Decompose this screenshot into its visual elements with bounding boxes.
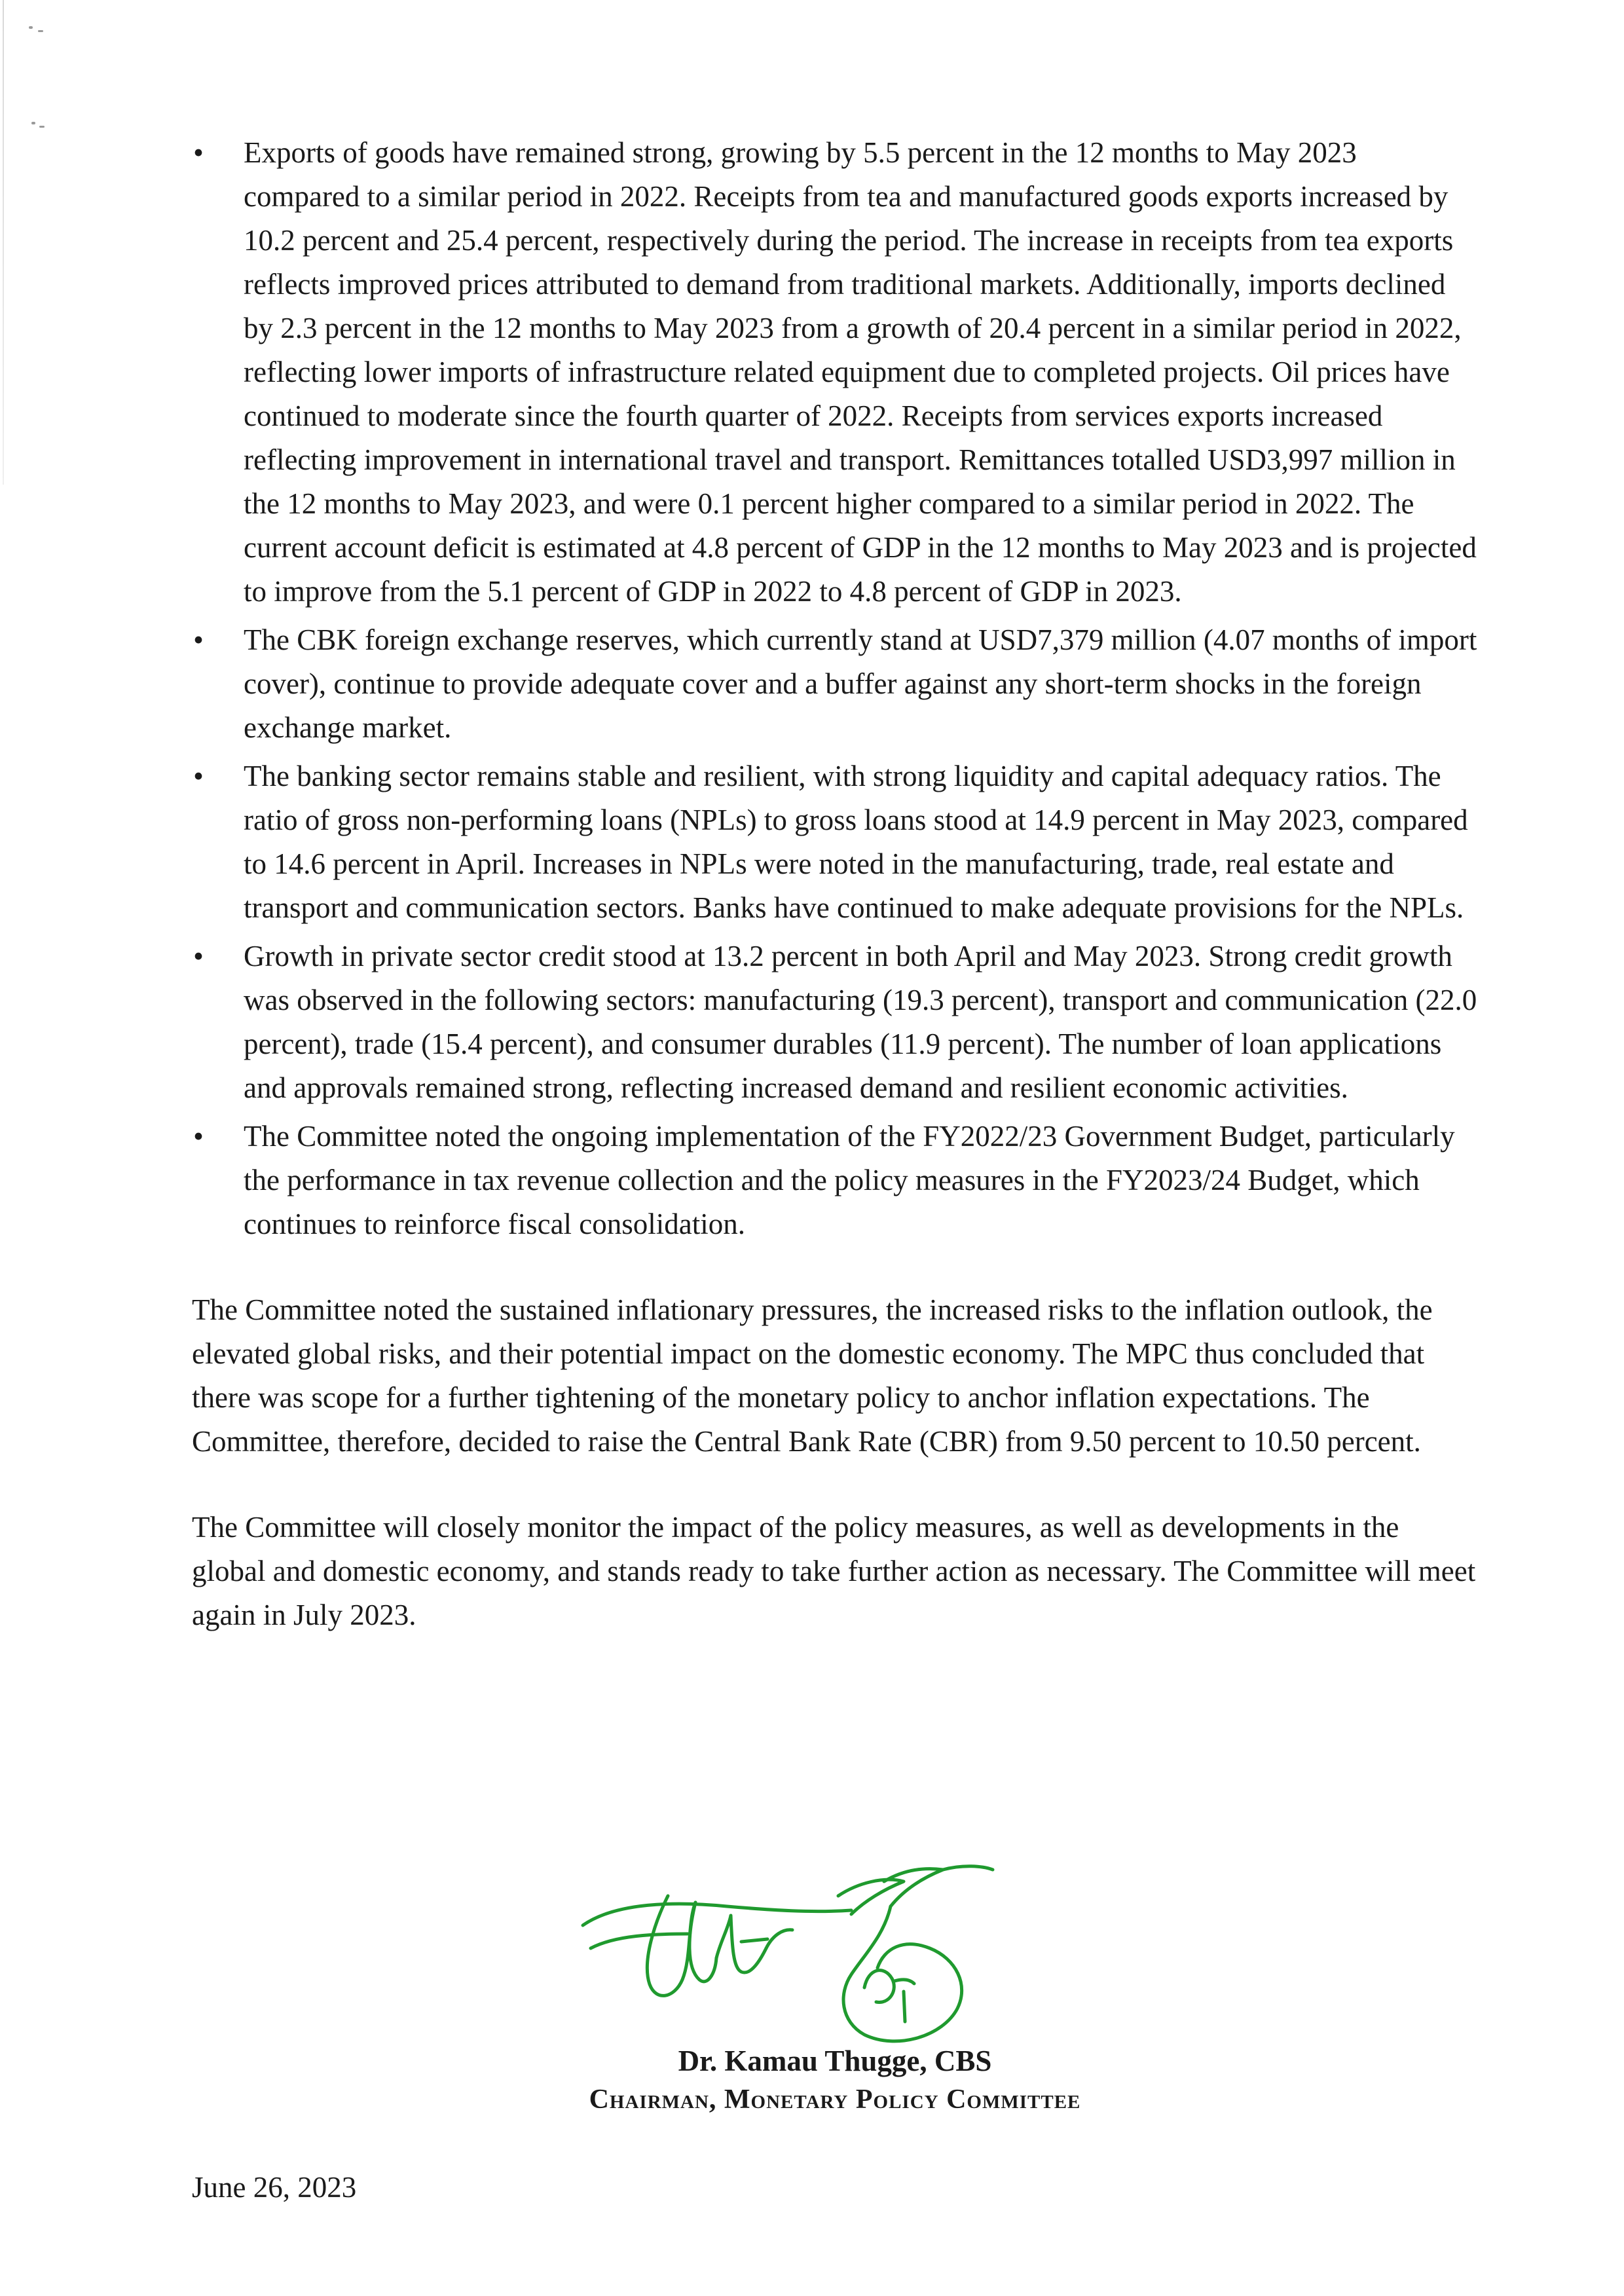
- bullet-text: Exports of goods have remained strong, growing by 5.5 percent in the 12 months to May 2023 compared to a similar period in 2022. Receipts from tea and manufactured goods exports increased by 10.2 percent and 25.4 percent, respectively during the period. The increase in receipts from tea exports reflects improved prices attributed to demand from traditional markets. Additionally, imports declined by 2.3 percent in the 12 months to May 2023 from a growth of 20.4 percent in a similar period in 2022, reflecting lower imports of infrastructure related equipment due to completed projects. Oil prices have continued to moderate since the fourth quarter of 2022. Receipts from services exports increased reflecting improvement in international travel and transport. Remittances totalled USD3,997 million in the 12 months to May 2023, and were 0.1 percent higher compared to a similar period in 2022. The current account deficit is estimated at 4.8 percent of GDP in the 12 months to May 2023 and is projected to improve from the 5.1 percent of GDP in 2022 to 4.8 percent of GDP in 2023.: [244, 136, 1477, 608]
- closing-paragraph: The Committee will closely monitor the impact of the policy measures, as well as developments in the global and domestic economy, and stands ready to take further action as necessary. The Committee will meet again in July 2023.: [192, 1511, 1476, 1631]
- bullet-dot: •: [193, 623, 204, 656]
- bullet-item: [192, 1115, 1479, 1246]
- bullet-item: [192, 618, 1479, 750]
- document-date: June 26, 2023: [192, 2171, 357, 2204]
- bullet-item: [192, 754, 1479, 930]
- bullet-text: The banking sector remains stable and resilient, with strong liquidity and capital adequacy ratios. The ratio of gross non-performing loans (NPLs) to gross loans stood at 14.9 percent in May 2023, compared to 14.6 percent in April. Increases in NPLs were noted in the manufacturing, trade, real estate and transport and communication sectors. Banks have continued to make adequate provisions for the NPLs.: [244, 760, 1468, 924]
- bullet-dot: •: [193, 136, 204, 169]
- bullet-dot: •: [193, 760, 204, 792]
- signatory-title: Chairman, Monetary Policy Committee: [589, 2084, 1081, 2115]
- bullet-item: [192, 935, 1479, 1110]
- policy-decision-paragraph: The Committee noted the sustained inflationary pressures, the increased risks to the inflation outlook, the elevated global risks, and their potential impact on the domestic economy. The MPC thus concluded that there was scope for a further tightening of the monetary policy to anchor inflation expectations. The Committee, therefore, decided to raise the Central Bank Rate (CBR) from 9.50 percent to 10.50 percent.: [192, 1293, 1433, 1458]
- handwritten-signature: [576, 1850, 995, 2053]
- bullet-text: The CBK foreign exchange reserves, which currently stand at USD7,379 million (4.07 months of import cover), continue to provide adequate cover and a buffer against any short-term shocks in the foreign exchange market.: [244, 623, 1477, 744]
- bullet-dot: •: [193, 940, 204, 972]
- scan-mark: [29, 26, 33, 29]
- bullet-text: The Committee noted the ongoing implementation of the FY2022/23 Government Budget, particularly the performance in tax revenue collection and the policy measures in the FY2023/24 Budget, which continues to reinforce fiscal consolidation.: [244, 1120, 1455, 1240]
- scan-mark: [38, 30, 43, 32]
- signatory-name: Dr. Kamau Thugge, CBS: [678, 2045, 992, 2077]
- bullet-dot: •: [193, 1120, 204, 1153]
- signatory-block: [458, 2042, 1211, 2119]
- scan-mark: [31, 122, 35, 124]
- bullet-list: [192, 131, 1479, 1246]
- scan-mark: [39, 126, 45, 128]
- bullet-text: Growth in private sector credit stood at 13.2 percent in both April and May 2023. Strong credit growth was observed in the following sectors: manufacturing (19.3 percent), transport and communication (22.0 percent), trade (15.4 percent), and consumer durables (11.9 percent). The number of loan applications and approvals remained strong, reflecting increased demand and resilient economic activities.: [244, 940, 1477, 1104]
- document-body: [192, 131, 1479, 1637]
- scan-edge-line: [3, 0, 4, 485]
- bullet-item: [192, 131, 1479, 614]
